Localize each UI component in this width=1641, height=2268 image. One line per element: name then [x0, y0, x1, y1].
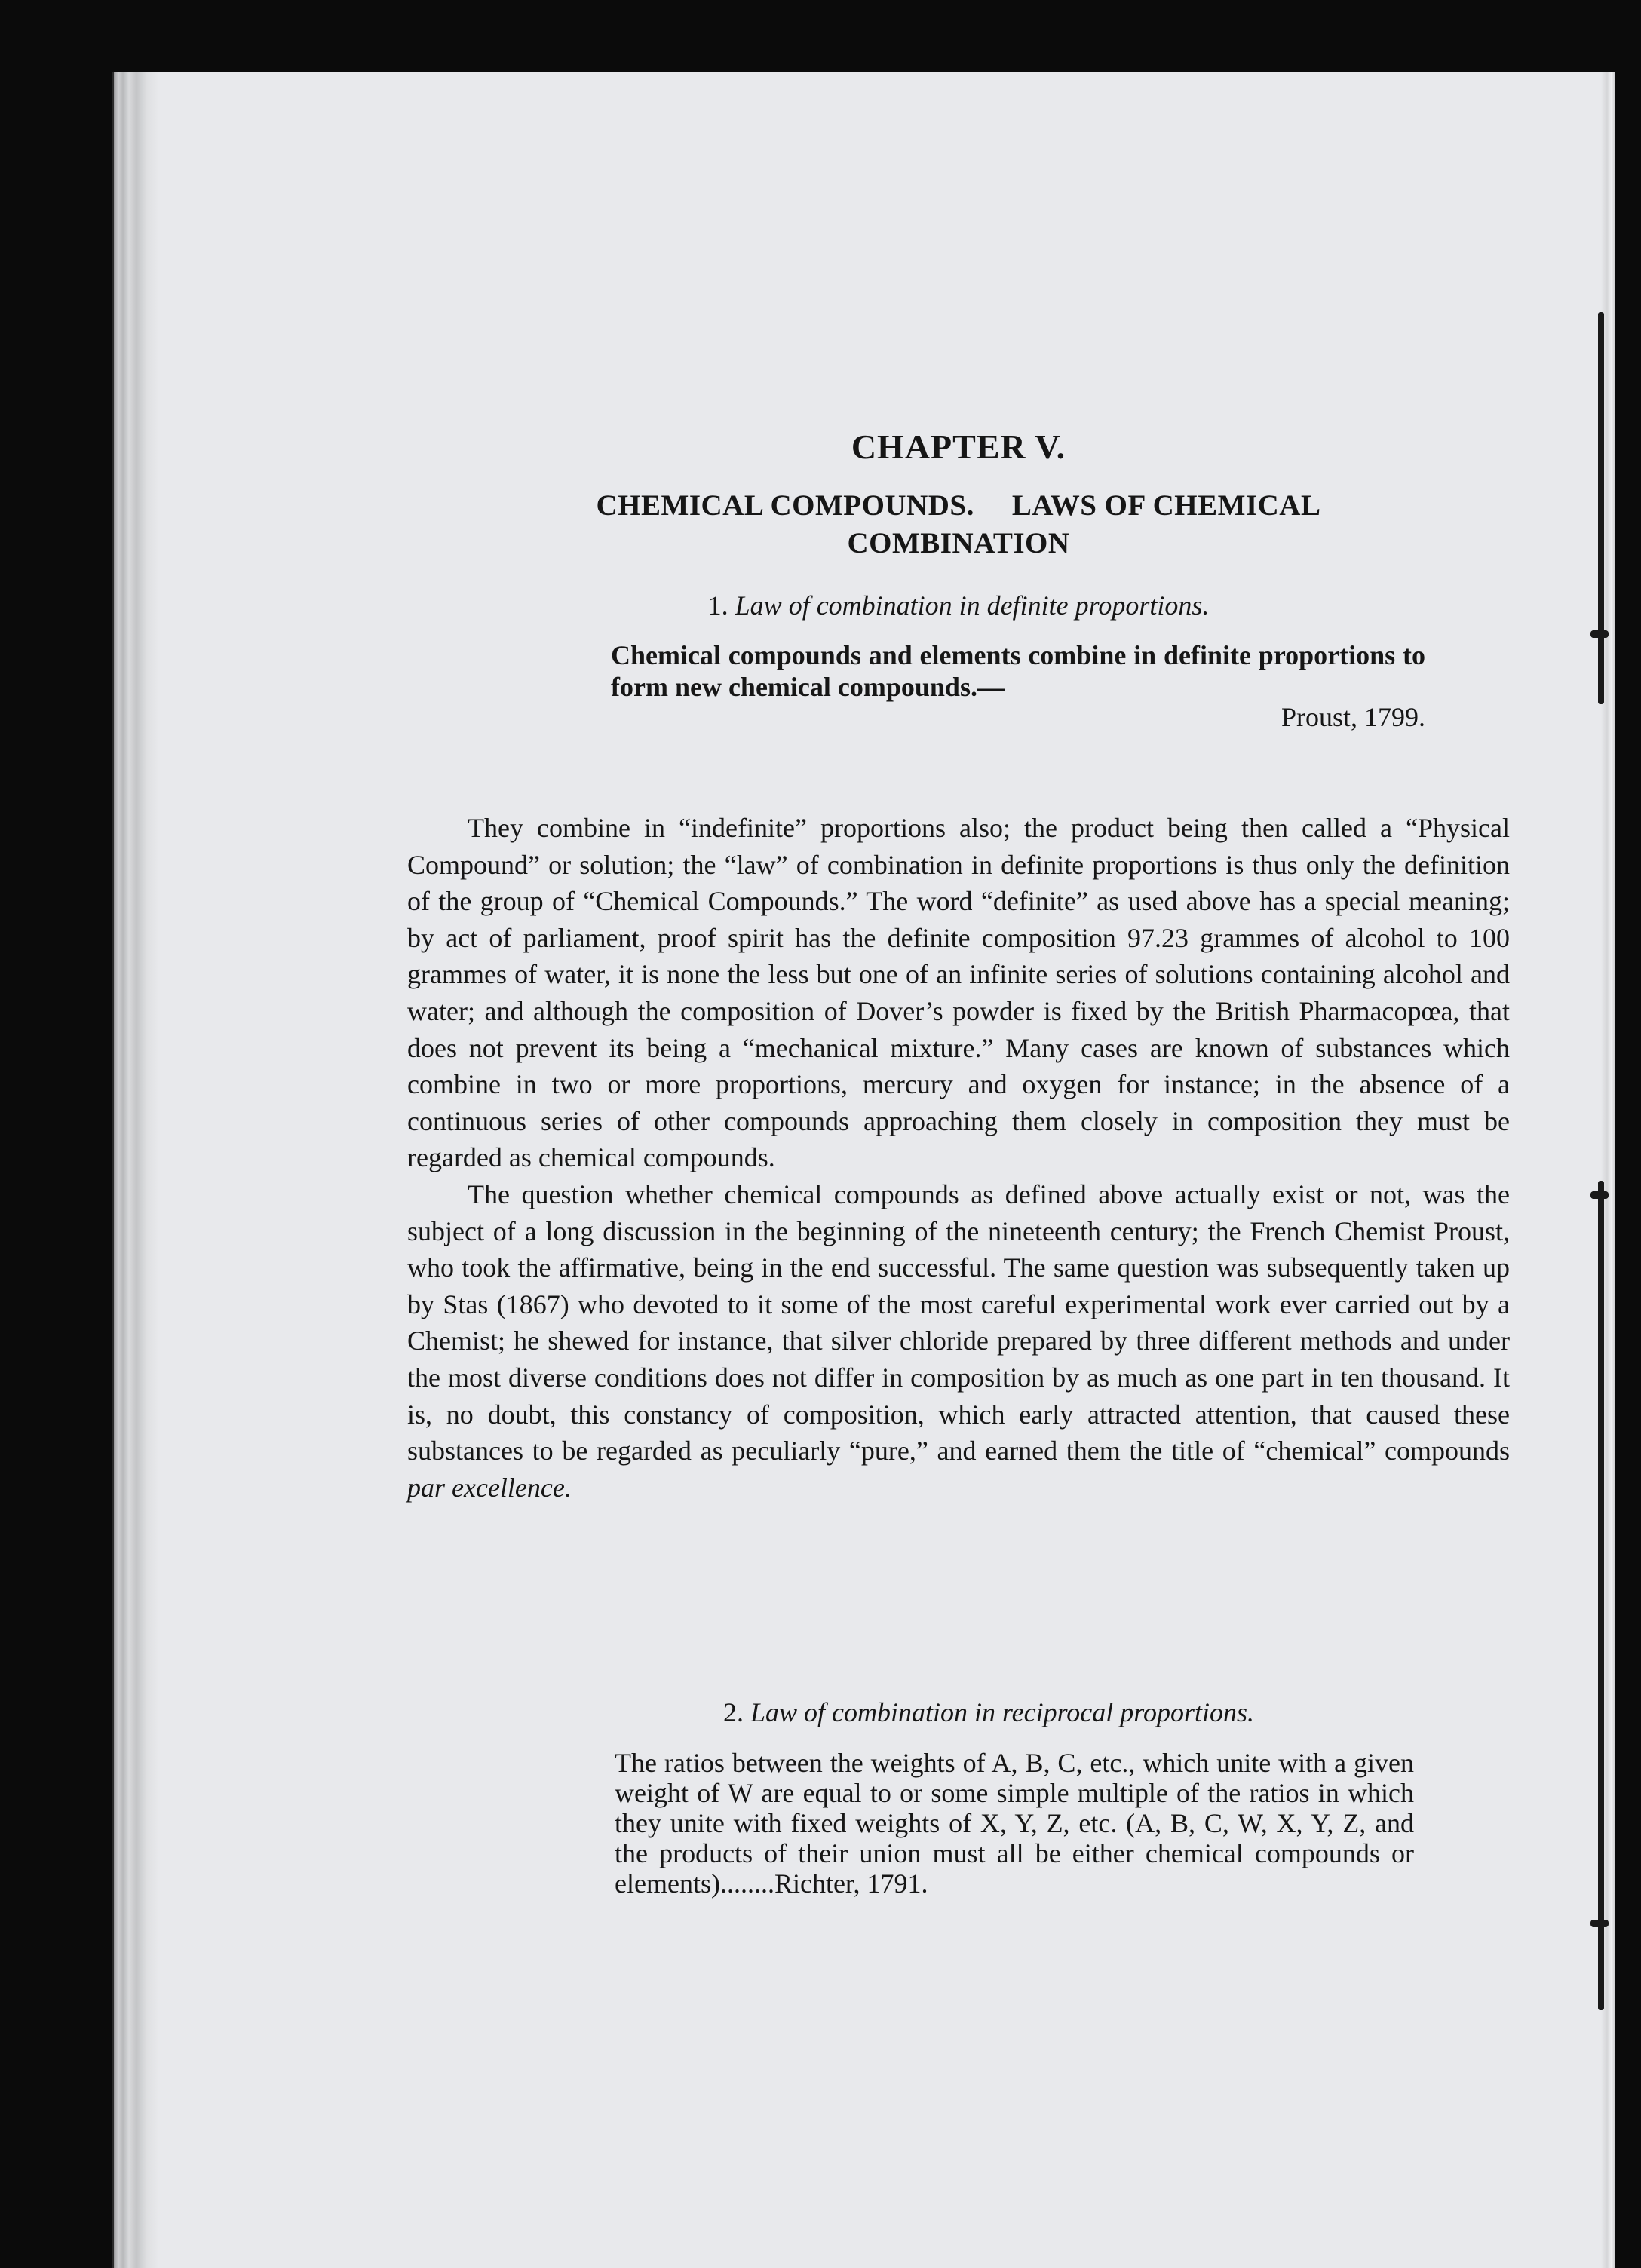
law-2-attribution: Richter, 1791.: [774, 1868, 928, 1899]
page-binding-gutter: [114, 72, 159, 2268]
page-clip: [1598, 1181, 1604, 2010]
paragraph-1: They combine in “indefinite” proportions also; the product being then called a “Physical Compound” or solution; the “law” of combination in definite proportions is thus only the definition of the group of “Chemical Compounds.” The word “definite” as used above has a special meaning; by act of parliament, proof spirit has the definite composition 97.23 grammes of alcohol to 100 grammes of water, it is none the less but one of an infinite series of solutions containing alcohol and water; and although the composition of Dover’s powder is fixed by the British Pharmacopœa, that does not prevent its being a “mechanical mixture.” Many cases are known of substances which combine in two or more proportions, mercury and oxygen for instance; in the absence of a continuous series of other compounds approaching them closely in composition they must be regarded as chemical compounds.: [407, 813, 1510, 1173]
law-1-statement: Chemical compounds and elements combine in definite proportions to form new chemical compounds.—: [611, 640, 1425, 702]
paragraph-2: [407, 1176, 1510, 1506]
chapter-heading: CHAPTER V.: [851, 428, 1066, 466]
law-2-statement: The ratios between the weights of A, B, C, etc., which unite with a given weight of W are equal to or some simple multiple of the ratios in which they unite with fixed weights of X, Y, Z, etc. (A, B, C, W, X, Y, Z, and the products of their union must all be either chemical compounds or elements): [615, 1748, 1414, 1899]
paragraph-2-text: The question whether chemical compounds as defined above actually exist or not, was the subject of a long discussion in the beginning of the nineteenth century; the French Chemist Proust, who took the affirmative, being in the end successful. The same question was subsequently taken up by Stas (1867) who devoted to it some of the most careful experimental work ever carried out by a Chemist; he shewed for instance, that silver chloride prepared by three different methods and under the most diverse conditions does not differ in composition by as much as one part in ten thousand. It is, no doubt, this constancy of composition, which early attracted attention, that caused these substances to be regarded as peculiarly “pure,” and earned them the title of “chemical” compounds: [407, 1178, 1510, 1467]
law-2-number: 2.: [722, 1697, 744, 1727]
law-1-number: 1.: [707, 590, 728, 621]
body-text: [407, 810, 1510, 1506]
paragraph-2-italic: par excellence.: [407, 1472, 572, 1503]
page-clip-nub: [1590, 1191, 1609, 1199]
chapter-title-part-1: CHEMICAL COMPOUNDS.: [596, 489, 974, 522]
law-2-leader: ........: [719, 1868, 774, 1899]
page-clip: [1598, 312, 1604, 704]
law-1-heading: [407, 590, 1510, 621]
law-1-attribution: Proust, 1799.: [1281, 702, 1425, 732]
law-2-statement-block: [615, 1748, 1414, 1899]
page-clip-nub: [1590, 630, 1609, 638]
chapter-title: [407, 487, 1510, 562]
law-1-title: Law of combination in definite proportions.: [735, 590, 1210, 621]
book-page: [112, 72, 1615, 2268]
law-2-heading: [437, 1696, 1540, 1728]
chapter-title-part-2: LAWS OF CHEMICAL: [1011, 489, 1321, 522]
page-clip-nub: [1590, 1920, 1609, 1927]
law-1-statement-block: [611, 639, 1425, 733]
chapter-title-part-3: COMBINATION: [847, 527, 1070, 559]
law-2-title: Law of combination in reciprocal proportions.: [750, 1697, 1254, 1727]
